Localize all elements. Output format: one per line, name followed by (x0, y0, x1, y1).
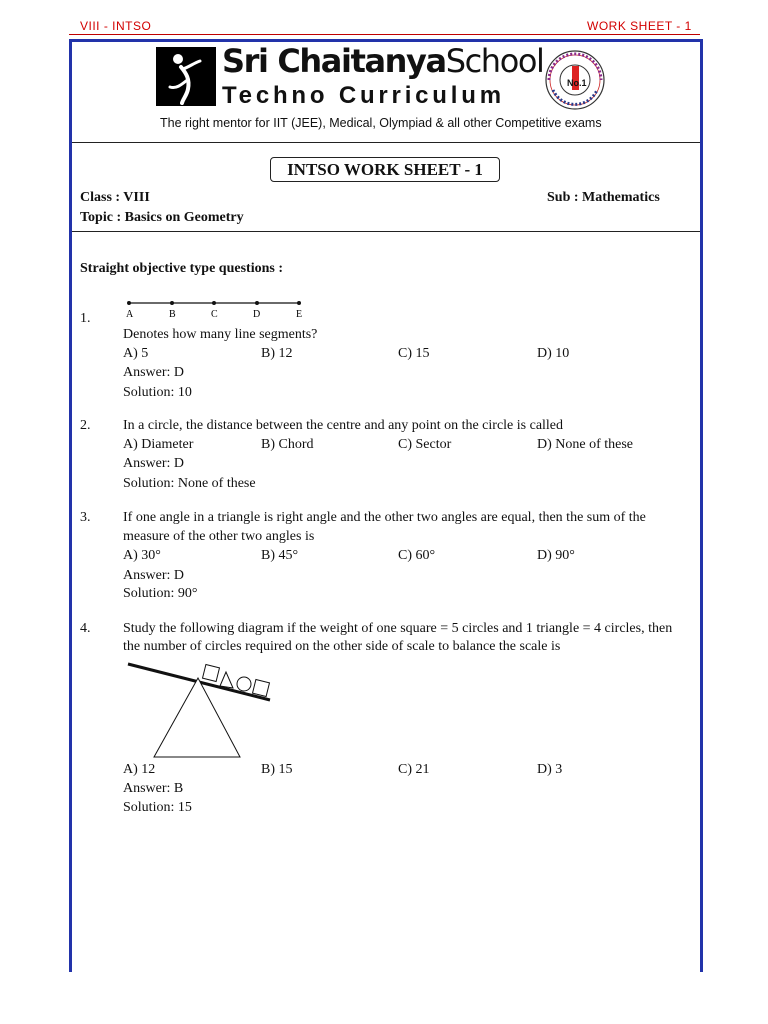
curriculum-name: Techno Curriculum (222, 82, 505, 109)
runner-logo-icon (156, 47, 216, 106)
triangle-weight (220, 672, 233, 688)
point-a (127, 301, 131, 305)
seal-number: No.1 (567, 78, 587, 88)
label-b: B (169, 309, 176, 320)
line-segment-figure (124, 295, 314, 321)
question-1-text: Denotes how many line segments? (123, 327, 318, 342)
question-3-solution: Solution: 90° (123, 586, 198, 601)
class-label: Class : VIII (80, 190, 150, 205)
question-2-answer: Answer: D (123, 456, 185, 471)
question-2-solution: Solution: None of these (123, 476, 256, 491)
question-4-option-d: D) 3 (537, 762, 563, 777)
header-worksheet-label: WORK SHEET - 1 (587, 19, 692, 33)
question-4-answer: Answer: B (123, 781, 184, 796)
meta-divider (72, 231, 700, 232)
header-rule (69, 34, 700, 35)
question-2-option-c: C) Sector (398, 437, 452, 452)
question-2-option-a: A) Diameter (123, 437, 194, 452)
topic-label: Topic : Basics on Geometry (80, 210, 244, 225)
label-e: E (296, 309, 303, 320)
worksheet-title: INTSO WORK SHEET - 1 (270, 157, 500, 182)
question-2-option-d: D) None of these (537, 437, 634, 452)
question-1-number: 1. (80, 311, 91, 326)
question-3-option-b: B) 45° (261, 548, 299, 563)
question-3-option-d: D) 90° (537, 548, 575, 563)
label-c: C (211, 309, 218, 320)
school-name-bold: Sri Chaitanya (222, 42, 446, 80)
point-e (297, 301, 301, 305)
brand-divider (72, 142, 700, 143)
subject-label: Sub : Mathematics (547, 190, 660, 205)
question-4-option-b: B) 15 (261, 762, 293, 777)
point-b (170, 301, 174, 305)
header-class-label: VIII - INTSO (80, 19, 152, 33)
question-1-option-b: B) 12 (261, 346, 293, 361)
circle-weight (237, 677, 251, 691)
question-3-text-line1: If one angle in a triangle is right angle and the other two angles are equal, then the sum of the (123, 510, 646, 525)
school-tagline: The right mentor for IIT (JEE), Medical, Olympiad & all other Competitive exams (160, 116, 602, 130)
question-2-number: 2. (80, 418, 91, 433)
question-3-option-c: C) 60° (398, 548, 436, 563)
question-2-text: In a circle, the distance between the centre and any point on the circle is called (123, 418, 564, 433)
question-1-solution: Solution: 10 (123, 385, 192, 400)
label-d: D (253, 309, 261, 320)
question-4-text-line1: Study the following diagram if the weight of one square = 5 circles and 1 triangle = 4 circles, then (123, 621, 673, 636)
school-name (222, 42, 544, 80)
section-title: Straight objective type questions : (80, 261, 283, 276)
question-3-option-a: A) 30° (123, 548, 161, 563)
question-4-option-c: C) 21 (398, 762, 430, 777)
question-3-answer: Answer: D (123, 568, 185, 583)
question-1-option-d: D) 10 (537, 346, 570, 361)
label-a: A (126, 309, 134, 320)
question-4-option-a: A) 12 (123, 762, 156, 777)
question-3-text-line2: measure of the other two angles is (123, 529, 315, 544)
question-3-number: 3. (80, 510, 91, 525)
square-weight (203, 665, 220, 682)
question-1-option-c: C) 15 (398, 346, 430, 361)
question-1-option-a: A) 5 (123, 346, 149, 361)
line-segment-diagram (124, 295, 314, 321)
point-d (255, 301, 259, 305)
school-logo (156, 47, 216, 106)
question-1-answer: Answer: D (123, 365, 185, 380)
question-4-number: 4. (80, 621, 91, 636)
question-4-text-line2: the number of circles required on the other side of scale to balance the scale is (123, 639, 561, 654)
question-4-solution: Solution: 15 (123, 800, 192, 815)
balance-scale-figure (124, 660, 284, 760)
school-name-rest: School (445, 42, 544, 80)
balance-scale-diagram (124, 660, 284, 760)
question-2-option-b: B) Chord (261, 437, 314, 452)
square-weight-2 (253, 680, 270, 697)
point-c (212, 301, 216, 305)
school-seal (543, 48, 607, 112)
